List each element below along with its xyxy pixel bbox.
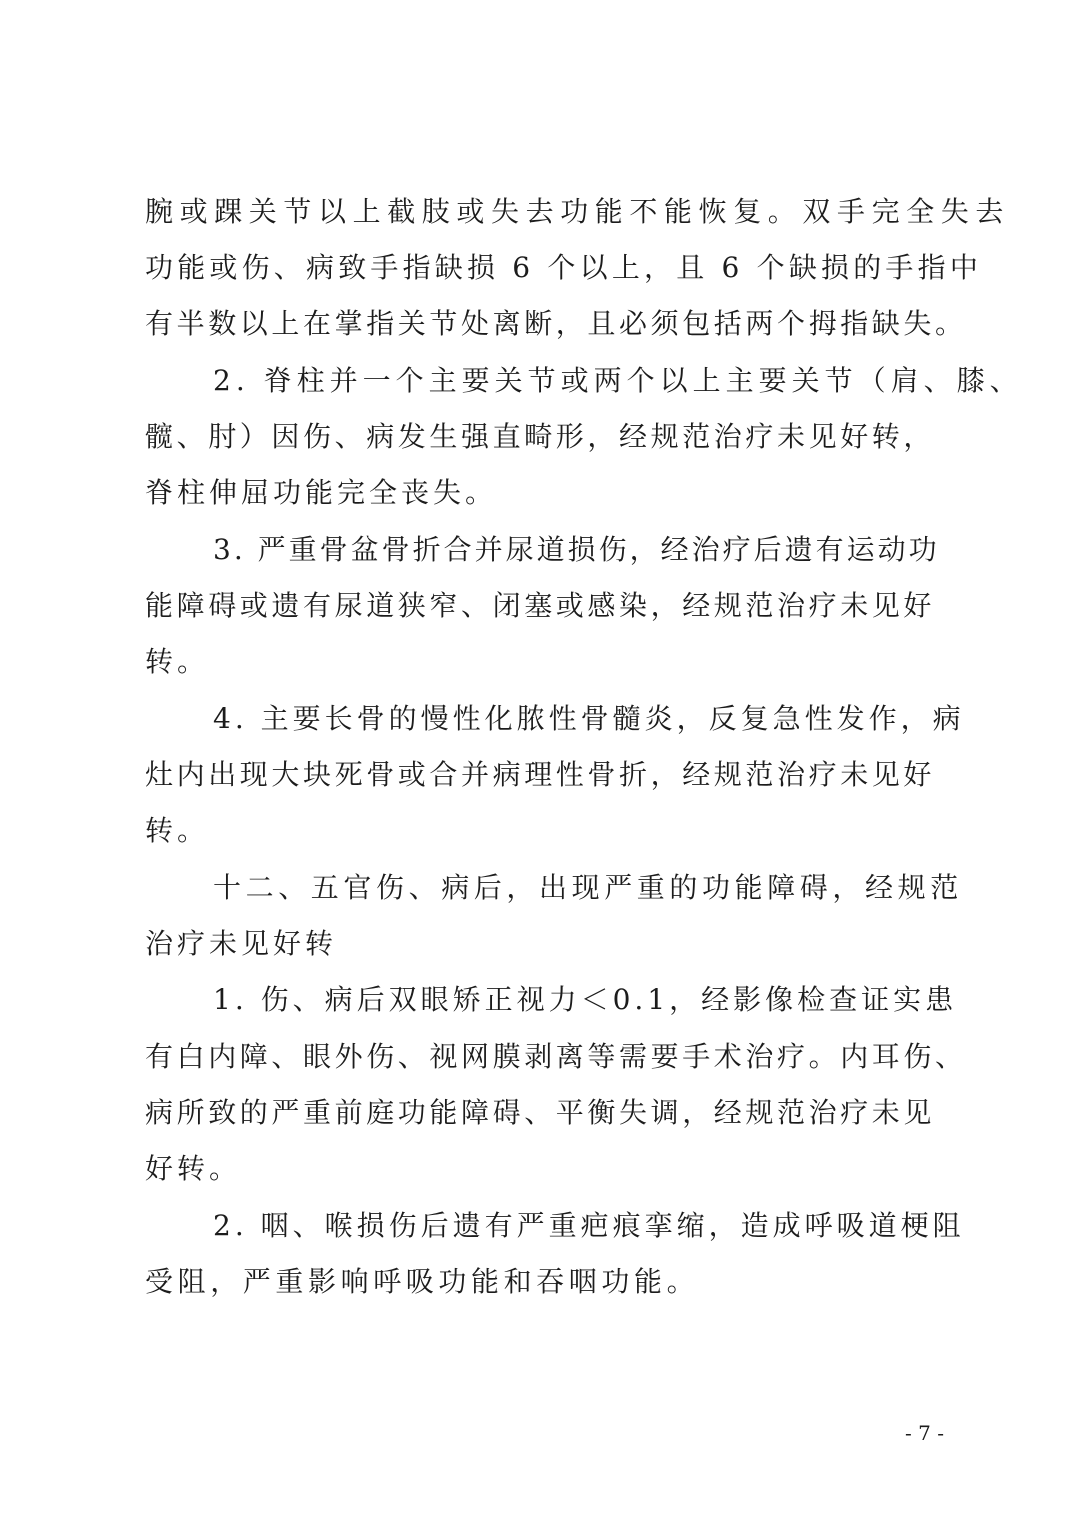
text-line-14: [0, 924, 1080, 964]
line-text: 有白内障、眼外伤、视网膜剥离等需要手术治疗。内耳伤、: [145, 1040, 967, 1073]
text-line-5: [0, 417, 1080, 457]
page-number: - 7 -: [905, 1421, 944, 1445]
text-line-15: [0, 980, 1080, 1020]
line-text: 脊柱伸屈功能完全丧失。: [145, 476, 498, 509]
text-line-17: [0, 1093, 1080, 1133]
line-text: 能障碍或遗有尿道狭窄、闭塞或感染，经规范治疗未见好: [145, 589, 936, 622]
line-text: 转。: [145, 645, 210, 678]
text-line-8: [0, 586, 1080, 626]
text-line-16: [0, 1037, 1080, 1077]
line-text: 4. 主要长骨的慢性化脓性骨髓炎，反复急性发作，病: [213, 702, 965, 735]
text-line-12: [0, 811, 1080, 851]
line-text: 腕或踝关节以上截肢或失去功能不能恢复。双手完全失去: [145, 195, 1011, 228]
line-text: 好转。: [145, 1152, 242, 1185]
text-line-20: [0, 1262, 1080, 1302]
text-line-10: [0, 699, 1080, 739]
text-line-3: [0, 304, 1080, 344]
line-text: 灶内出现大块死骨或合并病理性骨折，经规范治疗未见好: [145, 758, 936, 791]
text-line-7: [0, 530, 1080, 570]
text-line-18: [0, 1149, 1080, 1189]
line-text: 1. 伤、病后双眼矫正视力＜0.1，经影像检查证实患: [213, 983, 958, 1016]
line-text: 治疗未见好转: [145, 927, 338, 960]
line-text: 2. 脊柱并一个主要关节或两个以上主要关节（肩、膝、: [213, 364, 1023, 397]
line-text: 转。: [145, 814, 210, 847]
text-line-2: [0, 248, 1080, 288]
text-line-11: [0, 755, 1080, 795]
line-text: 病所致的严重前庭功能障碍、平衡失调，经规范治疗未见: [145, 1096, 936, 1129]
line-text: 2. 咽、喉损伤后遗有严重疤痕挛缩，造成呼吸道梗阻: [213, 1209, 965, 1242]
text-line-4: [0, 361, 1080, 401]
text-line-9: [0, 642, 1080, 682]
line-text: 有半数以上在掌指关节处离断，且必须包括两个拇指缺失。: [145, 307, 967, 340]
line-text: 3. 严重骨盆骨折合并尿道损伤，经治疗后遗有运动功: [213, 533, 940, 566]
text-line-19: [0, 1206, 1080, 1246]
text-line-6: [0, 473, 1080, 513]
line-text: 受阻，严重影响呼吸功能和吞咽功能。: [145, 1265, 700, 1298]
line-text: 髋、肘）因伤、病发生强直畸形，经规范治疗未见好转，: [145, 420, 936, 453]
line-text: 功能或伤、病致手指缺损 6 个以上，且 6 个缺损的手指中: [145, 251, 983, 284]
line-text: 十二、五官伤、病后，出现严重的功能障碍，经规范: [213, 871, 963, 904]
text-line-13: [0, 868, 1080, 908]
text-line-1: [0, 192, 1080, 232]
